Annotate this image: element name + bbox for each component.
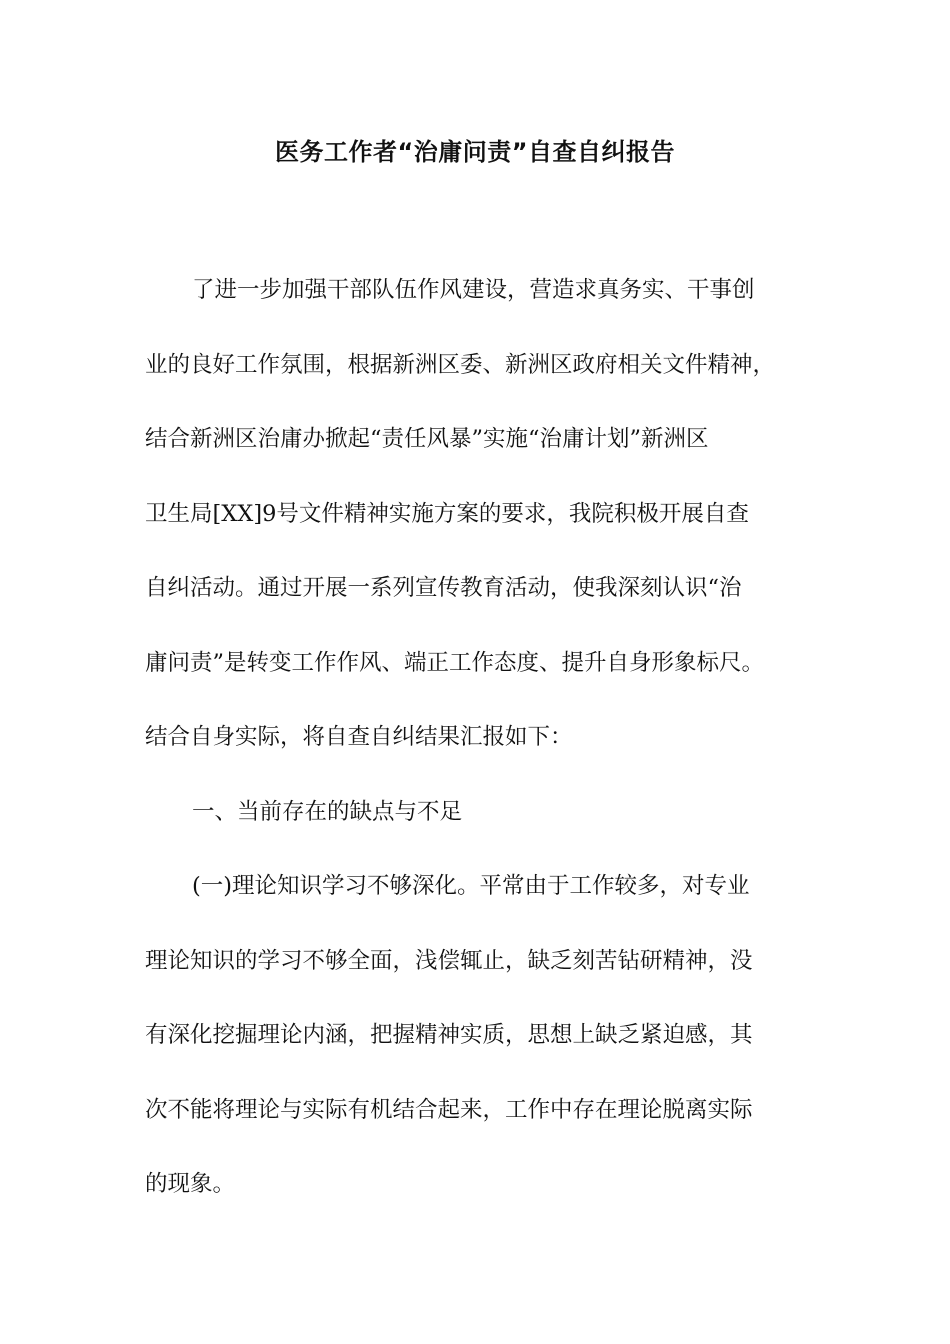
- paragraph-item-1-line-4: 次不能将理论与实际有机结合起来，工作中存在理论脱离实际: [145, 1096, 753, 1123]
- paragraph-item-1-line-2: 理论知识的学习不够全面，浅偿辄止，缺乏刻苦钻研精神，没: [145, 947, 753, 974]
- paragraph-item-1-line-3: 有深化挖掘理论内涵，把握精神实质，思想上缺乏紧迫感，其: [145, 1022, 753, 1048]
- paragraph-item-1-line-5: 的现象。: [145, 1171, 236, 1197]
- paragraph-intro-line-4: 卫生局[XX]9号文件精神实施方案的要求，我院积极开展自查: [145, 500, 749, 527]
- document-title: 医务工作者“治庸问责”自查自纠报告: [274, 138, 676, 166]
- document-body: [145, 253, 805, 1222]
- paragraph-intro-line-5: 自纠活动。通过开展一系列宣传教育活动，使我深刻认识“治: [145, 575, 742, 601]
- paragraph-intro-line-7: 结合自身实际，将自查自纠结果汇报如下：: [145, 724, 573, 750]
- paragraph-intro-line-2: 业的良好工作氛围，根据新洲区委、新洲区政府相关文件精神，: [145, 351, 776, 378]
- paragraph-item-1-line-1: (一)理论知识学习不够深化。平常由于工作较多，对专业: [192, 873, 750, 899]
- section-heading-1: 一、当前存在的缺点与不足: [192, 798, 463, 825]
- paragraph-intro-line-6: 庸问责”是转变工作作风、端正工作态度、提升自身形象标尺。: [145, 649, 765, 676]
- paragraph-intro-line-1: 了进一步加强干部队伍作风建设，营造求真务实、干事创: [192, 277, 755, 303]
- paragraph-intro-line-3: 结合新洲区治庸办掀起“责任风暴”实施“治庸计划”新洲区: [145, 426, 709, 452]
